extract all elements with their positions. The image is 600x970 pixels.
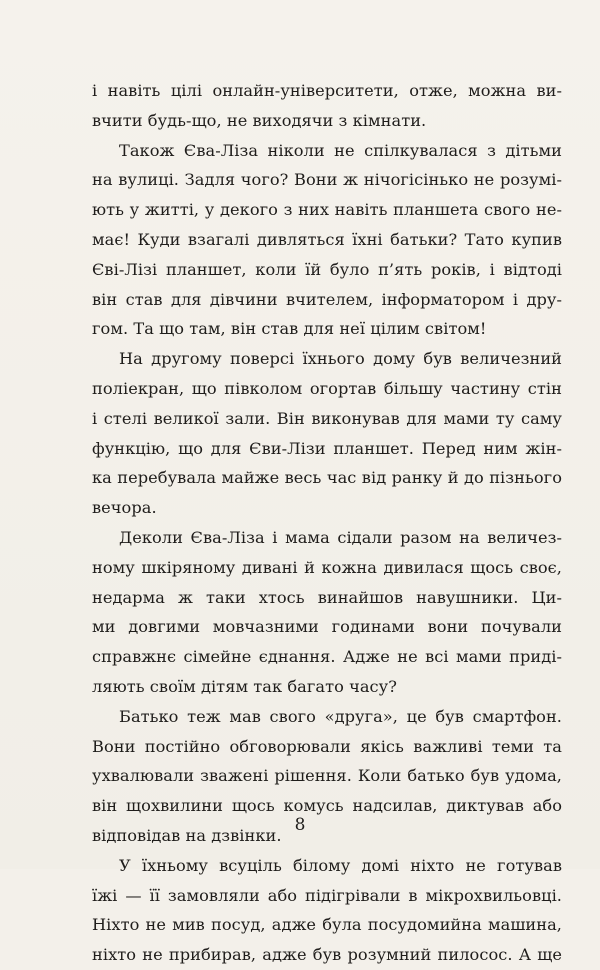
body-text xyxy=(92,76,562,970)
text-line: недарма ж таки хтось винайшов навушники. Ци- xyxy=(92,587,562,607)
text-line: він щохвилини щось комусь надсилав, диктував або xyxy=(92,796,562,816)
text-line: поліекран, що півколом огортав більшу частину стін xyxy=(92,378,562,398)
text-line: Деколи Єва-Ліза і мама сідали разом на величез- xyxy=(119,527,562,547)
text-line: і навіть цілі онлайн-університети, отже, можна ви- xyxy=(92,81,562,100)
text-line: має! Куди взагалі дивляться їхні батьки? Тато купив xyxy=(92,229,562,249)
text-line: відповідав на дзвінки. xyxy=(92,825,282,845)
text-line: справжнє сімейне єднання. Адже не всі мами приді- xyxy=(92,647,562,667)
text-line: ми довгими мовчазними годинами вони почували xyxy=(92,617,562,637)
text-line: він став для дівчини вчителем, інформатором і дру- xyxy=(92,289,562,309)
text-line: їжі — її замовляли або підігрівали в мікрохвильовці. xyxy=(92,885,562,905)
text-line: і стелі великої зали. Він виконував для мами ту саму xyxy=(92,408,562,428)
text-line: Вони постійно обговорювали якісь важливі теми та xyxy=(92,736,562,756)
text-line: На другому поверсі їхнього дому був величезний xyxy=(119,349,562,369)
text-line: вечора. xyxy=(92,498,157,518)
text-line: гом. Та що там, він став для неї цілим світом! xyxy=(92,319,487,339)
text-line: Ніхто не мив посуд, адже була посудомийна машина, xyxy=(92,915,562,935)
text-line: ка перебувала майже весь час від ранку й до пізнього xyxy=(92,468,562,488)
text-line: ніхто не прибирав, адже був розумний пилосос. А ще xyxy=(92,945,562,965)
text-line: У їхньому всуціль білому домі ніхто не готував xyxy=(119,855,562,875)
text-line: ному шкіряному дивані й кожна дивилася щось своє, xyxy=(92,557,562,577)
page-number: 8 xyxy=(294,815,306,835)
text-line: вчити будь-що, не виходячи з кімнати. xyxy=(92,110,427,130)
text-line: Єві-Лізі планшет, коли їй було п’ять років, і відтоді xyxy=(92,259,562,279)
text-line: ляють своїм дітям так багато часу? xyxy=(92,676,397,696)
text-line: ють у житті, у декого з них навіть планшета свого не- xyxy=(92,200,562,220)
text-line: Також Єва-Ліза ніколи не спілкувалася з дітьми xyxy=(119,140,562,160)
text-line: на вулиці. Задля чого? Вони ж нічогісінько не розумі- xyxy=(92,170,562,190)
text-line: функцію, що для Єви-Лізи планшет. Перед ним жін- xyxy=(92,438,562,458)
text-line: ухвалювали зважені рішення. Коли батько був удома, xyxy=(92,766,562,786)
text-line: Батько теж мав свого «друга», це був смартфон. xyxy=(119,706,562,726)
